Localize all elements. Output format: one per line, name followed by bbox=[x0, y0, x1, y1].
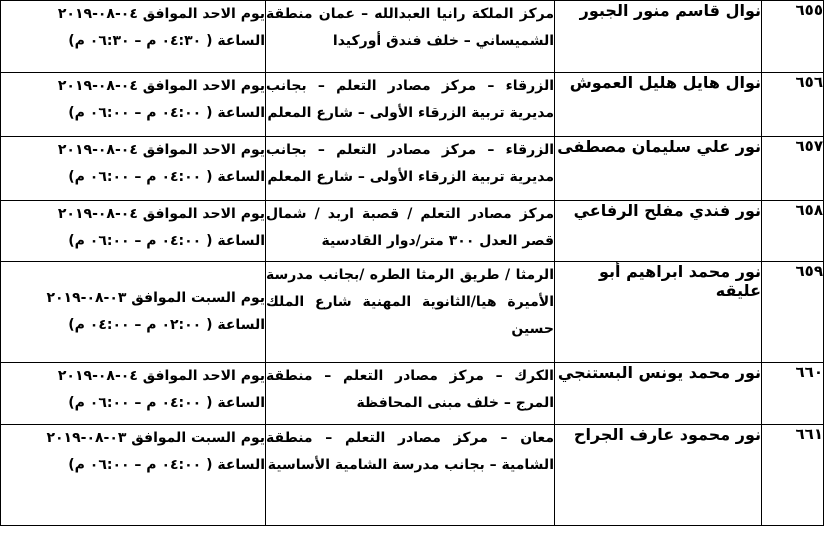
exam-location: الكرك – مركز مصادر التعلم – منطقة المرج – خلف مبنى المحافظة bbox=[266, 363, 555, 425]
row-number: ٦٥٧ bbox=[762, 137, 824, 201]
exam-time: الساعة ( ٠٢:٠٠ م – ٠٤:٠٠ م) bbox=[68, 317, 265, 333]
exam-date-cell bbox=[1, 137, 266, 201]
applicant-name: نوال هايل هليل العموش bbox=[555, 73, 762, 137]
table-row bbox=[1, 363, 824, 425]
applicant-name: نور فندي مفلح الرفاعي bbox=[555, 201, 762, 262]
exam-date-cell bbox=[1, 1, 266, 73]
exam-time: الساعة ( ٠٤:٣٠ م – ٠٦:٣٠ م) bbox=[68, 33, 265, 49]
row-number: ٦٥٨ bbox=[762, 201, 824, 262]
exam-date: يوم السبت الموافق ٠٣-٠٨-٢٠١٩ bbox=[46, 430, 265, 446]
table-row bbox=[1, 425, 824, 526]
applicant-name: نور علي سليمان مصطفى bbox=[555, 137, 762, 201]
applicant-name: نوال قاسم منور الجبور bbox=[555, 1, 762, 73]
exam-location: الزرقاء – مركز مصادر التعلم – بجانب مديرية تربية الزرقاء الأولى – شارع المعلم bbox=[266, 137, 555, 201]
applicant-name: نور محمد يونس البستنجي bbox=[555, 363, 762, 425]
row-number: ٦٥٥ bbox=[762, 1, 824, 73]
row-number: ٦٦١ bbox=[762, 425, 824, 526]
exam-location: الرمثا / طريق الرمثا الطره /بجانب مدرسة الأميرة هيا/الثانوية المهنية شارع الملك حسين bbox=[266, 262, 555, 363]
exam-date-cell bbox=[1, 73, 266, 137]
exam-date-cell bbox=[1, 363, 266, 425]
exam-date: يوم الاحد الموافق ٠٤-٠٨-٢٠١٩ bbox=[57, 368, 265, 384]
exam-time: الساعة ( ٠٤:٠٠ م – ٠٦:٠٠ م) bbox=[68, 457, 265, 473]
exam-date-cell bbox=[1, 425, 266, 526]
row-number: ٦٥٩ bbox=[762, 262, 824, 363]
exam-date: يوم السبت الموافق ٠٣-٠٨-٢٠١٩ bbox=[46, 290, 265, 306]
exam-date: يوم الاحد الموافق ٠٤-٠٨-٢٠١٩ bbox=[57, 78, 265, 94]
exam-location: مركز الملكة رانيا العبدالله – عمان منطقة الشميساني – خلف فندق أوركيدا bbox=[266, 1, 555, 73]
exam-date: يوم الاحد الموافق ٠٤-٠٨-٢٠١٩ bbox=[57, 6, 265, 22]
applicant-name: نور محمود عارف الجراح bbox=[555, 425, 762, 526]
exam-date-cell bbox=[1, 262, 266, 363]
exam-location: معان – مركز مصادر التعلم – منطقة الشامية – بجانب مدرسة الشامية الأساسية bbox=[266, 425, 555, 526]
table-row bbox=[1, 201, 824, 262]
table-row bbox=[1, 1, 824, 73]
exam-date-cell bbox=[1, 201, 266, 262]
exam-date: يوم الاحد الموافق ٠٤-٠٨-٢٠١٩ bbox=[57, 142, 265, 158]
exam-location: مركز مصادر التعلم / قصبة اربد / شمال قصر العدل ٣٠٠ متر/دوار القادسية bbox=[266, 201, 555, 262]
exam-time: الساعة ( ٠٤:٠٠ م – ٠٦:٠٠ م) bbox=[68, 169, 265, 185]
exam-location: الزرقاء – مركز مصادر التعلم – بجانب مديرية تربية الزرقاء الأولى – شارع المعلم bbox=[266, 73, 555, 137]
exam-time: الساعة ( ٠٤:٠٠ م – ٠٦:٠٠ م) bbox=[68, 233, 265, 249]
table-row bbox=[1, 262, 824, 363]
applicant-name: نور محمد ابراهيم أبو عليقه bbox=[555, 262, 762, 363]
exam-time: الساعة ( ٠٤:٠٠ م – ٠٦:٠٠ م) bbox=[68, 105, 265, 121]
row-number: ٦٦٠ bbox=[762, 363, 824, 425]
row-number: ٦٥٦ bbox=[762, 73, 824, 137]
table-row bbox=[1, 137, 824, 201]
table-row bbox=[1, 73, 824, 137]
exam-time: الساعة ( ٠٤:٠٠ م – ٠٦:٠٠ م) bbox=[68, 395, 265, 411]
exam-date: يوم الاحد الموافق ٠٤-٠٨-٢٠١٩ bbox=[57, 206, 265, 222]
